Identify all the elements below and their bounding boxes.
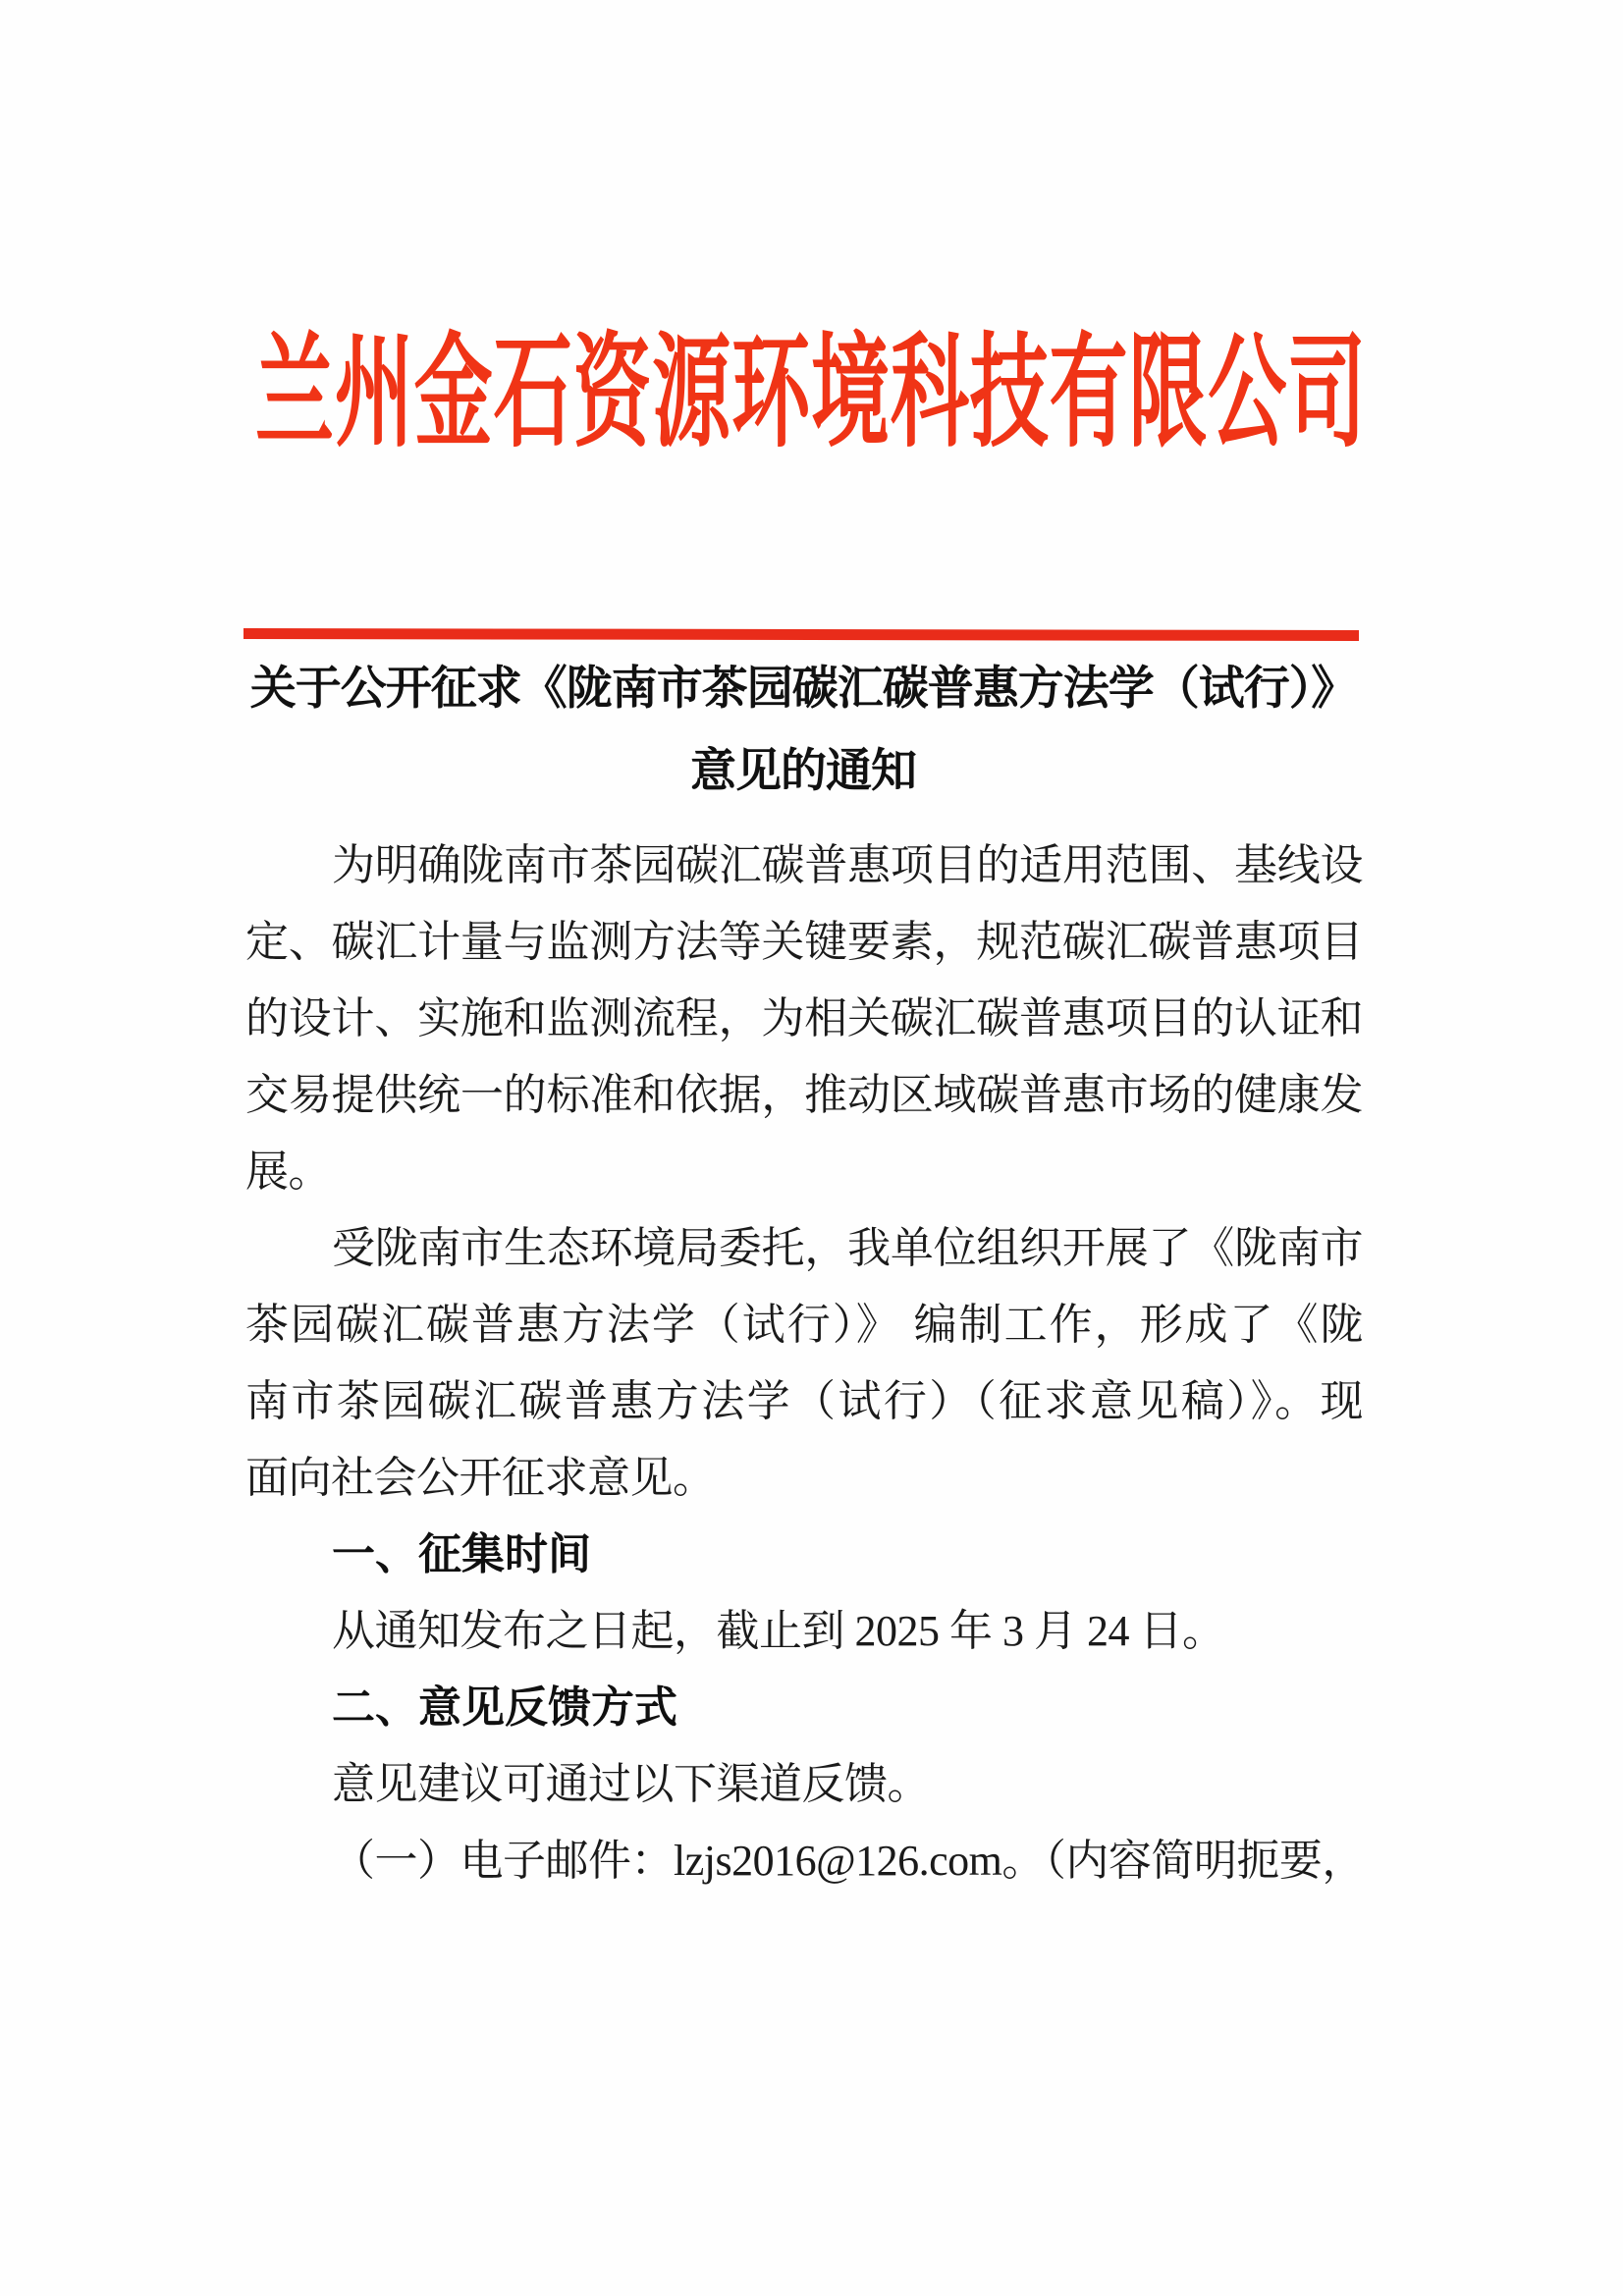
- notice-title: [245, 648, 1361, 813]
- notice-title-line1: 关于公开征求《陇南市茶园碳汇碳普惠方法学（试行）》: [249, 664, 1357, 715]
- body-line: 意见建议可通过以下渠道反馈。: [332, 1760, 930, 1808]
- body-line: 交易提供统一的标准和依据，推动区域碳普惠市场的健康发: [245, 1071, 1363, 1119]
- company-name: 兰州金石资源环境科技有限公司: [255, 325, 1368, 463]
- body-line: 展。: [245, 1148, 331, 1196]
- body-line: 的设计、实施和监测流程，为相关碳汇碳普惠项目的认证和: [245, 994, 1363, 1042]
- section-heading: 一、征集时间: [332, 1530, 591, 1578]
- body-line: 茶园碳汇碳普惠方法学（试行）》 编制工作，形成了《陇: [245, 1301, 1363, 1349]
- body-line: 从通知发布之日起，截止到 2025 年 3 月 24 日。: [332, 1607, 1225, 1655]
- red-divider-line: [243, 628, 1359, 641]
- body-line: 受陇南市生态环境局委托，我单位组织开展了《陇南市: [332, 1224, 1363, 1272]
- body-line: 南市茶园碳汇碳普惠方法学（试行）（征求意见稿）》。现: [245, 1377, 1363, 1425]
- letterhead: [0, 293, 1623, 463]
- document-body: [245, 828, 1363, 1899]
- notice-title-line2: 意见的通知: [690, 746, 916, 797]
- body-line: （一）电子邮件：lzjs2016@126.com。（内容简明扼要，: [332, 1837, 1365, 1885]
- body-line: 面向社会公开征求意见。: [245, 1454, 716, 1502]
- body-line: 为明确陇南市茶园碳汇碳普惠项目的适用范围、基线设: [332, 841, 1363, 889]
- body-line: 定、碳汇计量与监测方法等关键要素，规范碳汇碳普惠项目: [245, 918, 1363, 966]
- section-heading: 二、意见反馈方式: [332, 1683, 677, 1732]
